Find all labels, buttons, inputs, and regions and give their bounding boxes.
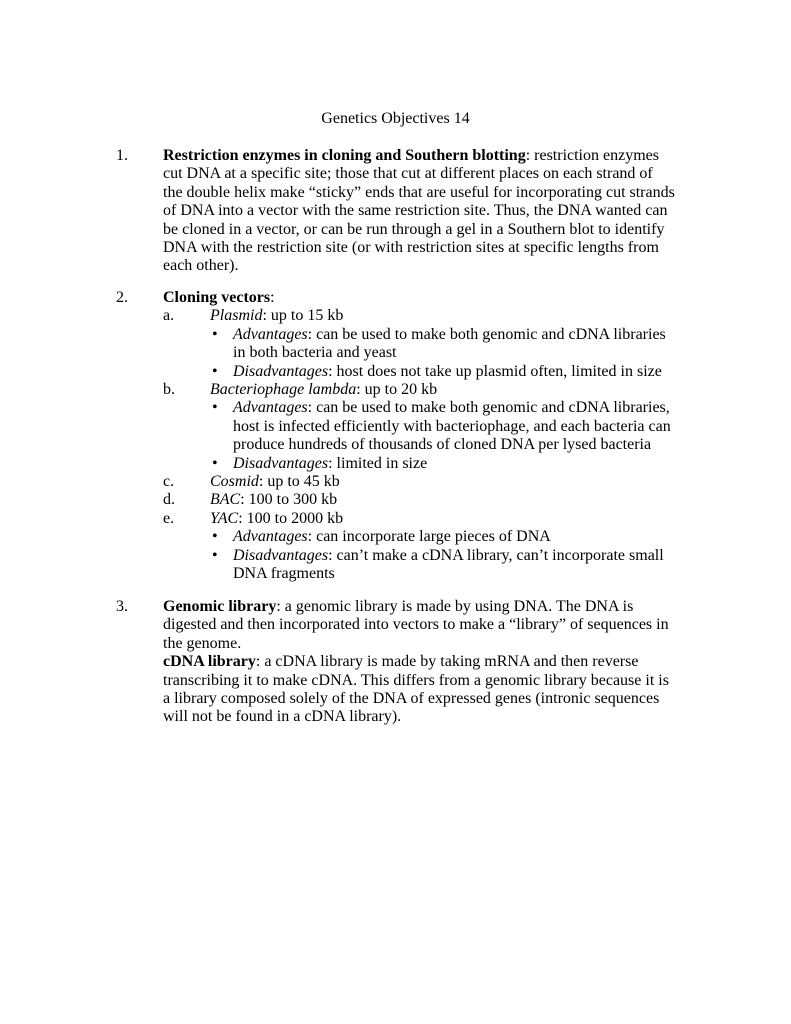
objective-number: 2. <box>116 289 128 306</box>
bullet-icon: • <box>212 454 218 472</box>
page-title: Genetics Objectives 14 <box>321 110 470 127</box>
note-label: Disadvantages <box>233 362 329 380</box>
vector-size: : 100 to 300 kb <box>240 491 338 509</box>
vector-size: : up to 15 kb <box>262 307 344 325</box>
objective-heading: Restriction enzymes in cloning and Southern blotting <box>163 147 526 164</box>
note-label: Advantages <box>233 325 308 343</box>
note-text: : can be used to make both genomic and cDNA libraries, host is infected efficiently with bacteriophage, and each bacteria can produce hundreds of thousands of cloned DNA per lysed bacteria <box>233 399 671 454</box>
vector-list <box>163 307 676 583</box>
objective-heading-line <box>163 289 676 307</box>
vector-name: Cosmid <box>210 473 259 491</box>
vector-letter: e. <box>163 509 175 527</box>
bullet-icon: • <box>212 399 218 417</box>
objective-heading: Cloning vectors <box>163 289 271 306</box>
objective-text: : restriction enzymes cut DNA at a specific site; those that cut at different places on each strand of the double helix make “sticky” ends that are useful for incorporating cut strands of DNA into a vector with the same restriction site. Thus, the DNA wanted can be cloned in a vector, or can be run through a gel in a Southern blot to identify DNA with the restriction site (or with restriction sites at specific lengths from each other). <box>163 147 675 275</box>
note-text: : limited in size <box>328 454 428 472</box>
note-text: : can be used to make both genomic and cDNA libraries in both bacteria and yeast <box>233 325 666 362</box>
vector-letter: b. <box>163 381 175 399</box>
objective-number: 3. <box>116 598 128 615</box>
vector-item <box>163 473 676 491</box>
cdna-library-paragraph <box>163 653 676 727</box>
vector-size: : up to 45 kb <box>258 473 340 491</box>
bullet-icon: • <box>212 546 218 564</box>
note-label: Disadvantages <box>233 454 329 472</box>
vector-note <box>163 528 676 546</box>
vector-note <box>163 547 676 584</box>
note-label: Advantages <box>233 528 308 546</box>
vector-name: YAC <box>210 509 239 527</box>
note-text: : host does not take up plasmid often, limited in size <box>328 362 662 380</box>
objective-body <box>163 598 676 727</box>
genomic-library-heading: Genomic library <box>163 598 277 615</box>
genomic-library-paragraph <box>163 598 676 653</box>
objective-number: 1. <box>116 147 128 164</box>
note-label: Advantages <box>233 399 308 417</box>
note-text: : can’t make a cDNA library, can’t incorporate small DNA fragments <box>233 546 664 583</box>
bullet-icon: • <box>212 325 218 343</box>
vector-note <box>163 326 676 363</box>
vector-letter: d. <box>163 491 175 509</box>
bullet-icon: • <box>212 528 218 546</box>
note-label: Disadvantages <box>233 546 329 564</box>
vector-name: Bacteriophage lambda <box>210 381 357 399</box>
cdna-library-heading: cDNA library <box>163 653 256 671</box>
vector-size: : up to 20 kb <box>356 381 438 399</box>
vector-note <box>163 399 676 454</box>
vector-item <box>163 381 676 399</box>
vector-item <box>163 307 676 325</box>
vector-note <box>163 363 676 381</box>
cdna-library-text: : a cDNA library is made by taking mRNA and then reverse transcribing it to make cDNA. This differs from a genomic library because it is a library composed solely of the DNA of expressed genes (intronic sequences will not be found in a cDNA library). <box>163 653 669 726</box>
objective-body <box>163 289 676 584</box>
vector-letter: c. <box>163 473 175 491</box>
heading-colon: : <box>270 289 275 306</box>
objective-2 <box>116 289 676 584</box>
note-text: : can incorporate large pieces of DNA <box>307 528 551 546</box>
vector-name: Plasmid <box>210 307 263 325</box>
genomic-library-text: : a genomic library is made by using DNA. The DNA is digested and then incorporated into vectors to make a “library” of sequences in the genome. <box>163 598 669 652</box>
vector-item <box>163 491 676 509</box>
objective-1 <box>116 147 676 276</box>
objective-body <box>163 147 676 276</box>
vector-name: BAC <box>210 491 241 509</box>
vector-letter: a. <box>163 307 175 325</box>
vector-item <box>163 510 676 528</box>
vector-size: : 100 to 2000 kb <box>238 509 344 527</box>
objective-3 <box>116 598 676 727</box>
vector-note <box>163 455 676 473</box>
bullet-icon: • <box>212 362 218 380</box>
